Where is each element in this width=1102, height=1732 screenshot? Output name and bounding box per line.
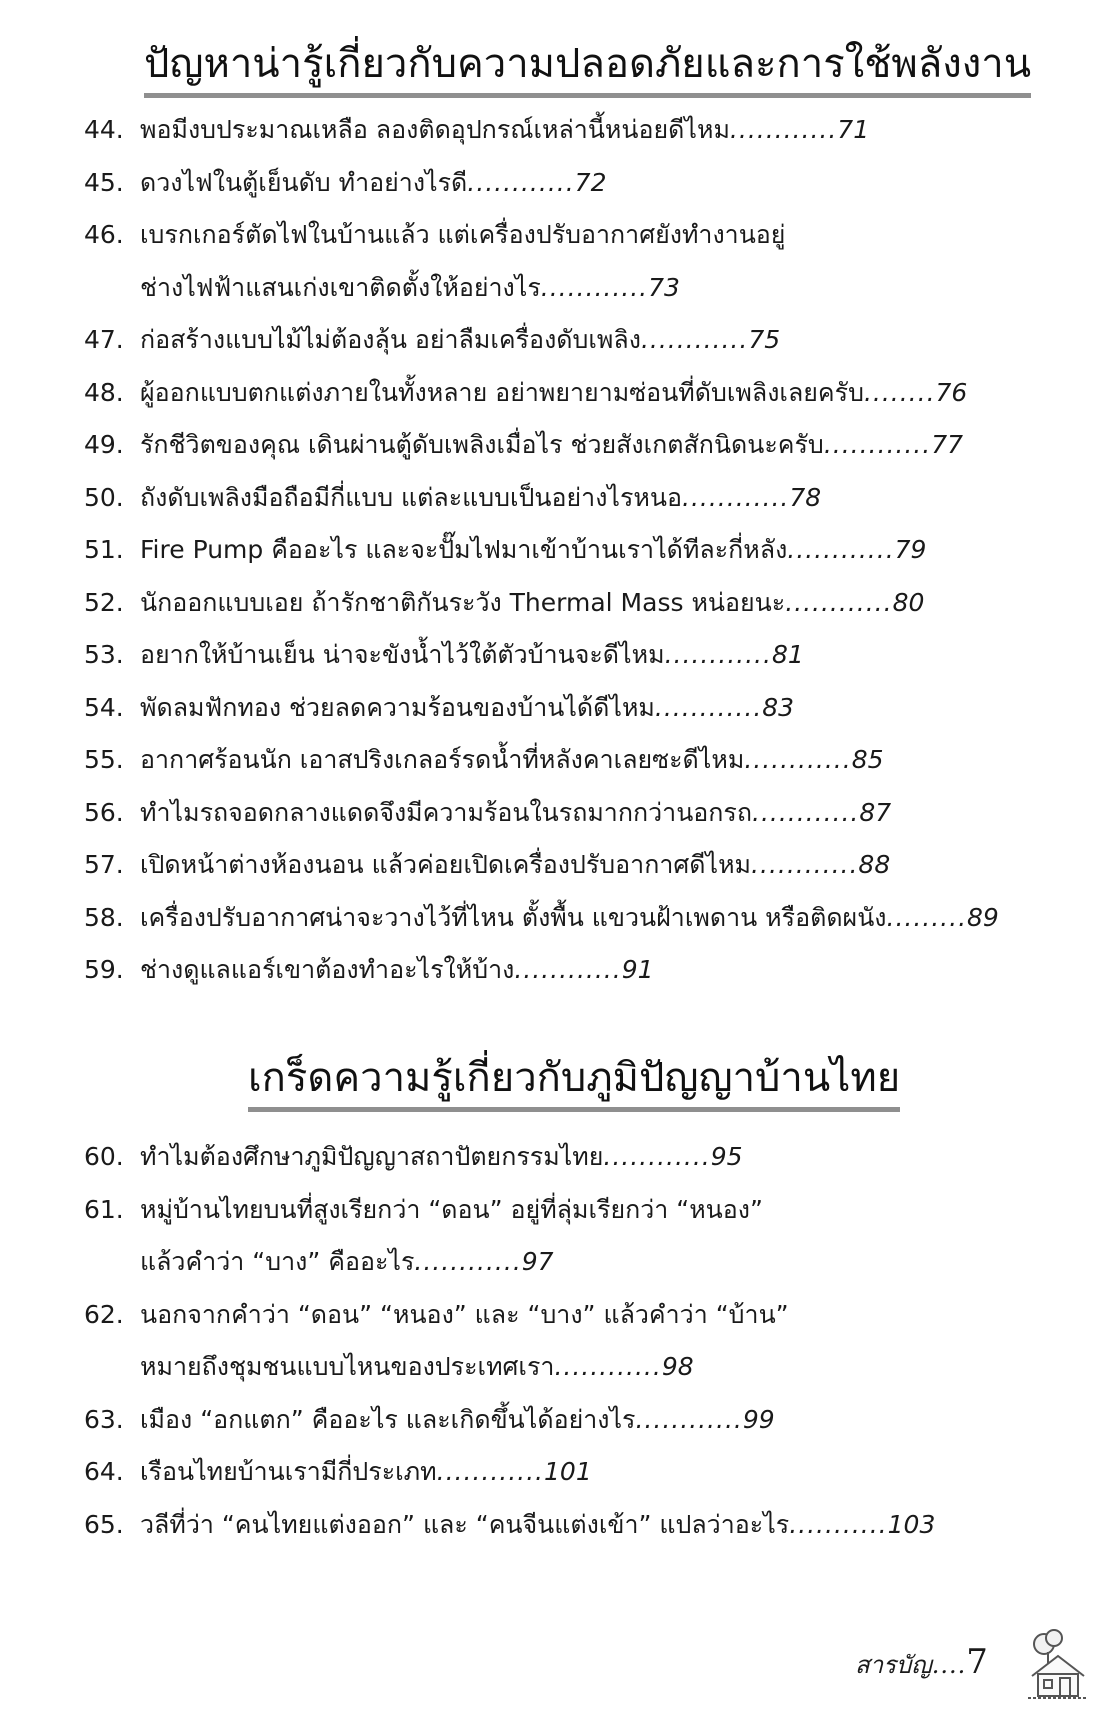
entry-leader-dots: ............ [751,850,859,879]
entry-page-number: 99 [742,1404,775,1434]
toc-entry [84,787,1084,840]
entry-title: เรือนไทยบ้านเรามีกี่ประเภท [140,1457,437,1486]
entry-page-number: 81 [771,640,804,669]
entry-body [140,734,1084,787]
toc-entry [84,1184,1084,1289]
entry-number: 65. [84,1509,124,1539]
entry-body [140,682,1084,735]
toc-entry [84,209,1084,314]
entry-line-2 [140,1236,1084,1289]
entry-page-number: 72 [574,167,607,197]
toc-entry [84,314,1084,367]
entry-body [140,157,1084,210]
toc-list-section-1 [84,104,1084,997]
toc-entry [84,839,1084,892]
entry-title: ดวงไฟในตู้เย็นดับ ทำอย่างไรดี [140,167,468,197]
entry-number: 49. [84,430,124,459]
entry-leader-dots: ............ [744,745,852,774]
entry-leader-dots: ............ [540,272,649,302]
entry-page-number: 101 [544,1457,592,1486]
entry-page-number: 97 [521,1247,554,1276]
entry-title: ก่อสร้างแบบไม้ไม่ต้องลุ้น อย่าลืมเครื่องดับเพลิง [140,325,641,354]
entry-title: พอมีงบประมาณเหลือ ลองติดอุปกรณ์เหล่านี้หน่อยดีไหม [140,115,730,144]
entry-body [140,1289,1084,1394]
entry-body [140,839,1084,892]
entry-leader-dots: ............ [729,115,838,144]
entry-number: 46. [84,220,124,249]
entry-number: 52. [84,587,124,617]
entry-number: 61. [84,1194,124,1224]
entry-body [140,1131,1084,1184]
entry-page-number: 98 [661,1352,694,1381]
section-title-text: เกร็ดความรู้เกี่ยวกับภูมิปัญญาบ้านไทย [248,1055,901,1101]
entry-title: อากาศร้อนนัก เอาสปริงเกลอร์รดน้ำที่หลังคาเลยซะดีไหม [140,745,745,774]
entry-leader-dots: ............ [664,640,772,669]
entry-number: 57. [84,850,124,879]
entry-body [140,209,1084,314]
entry-number: 62. [84,1299,124,1329]
entry-leader-dots: ............ [635,1404,743,1434]
footer-dots: .... [931,1651,967,1679]
section-title-text: ปัญหาน่ารู้เกี่ยวกับความปลอดภัยและการใช้พลังงาน [144,41,1032,87]
entry-number: 58. [84,902,124,932]
toc-entry [84,892,1084,945]
entry-title: เบรกเกอร์ตัดไฟในบ้านแล้ว แต่เครื่องปรับอากาศยังทำงานอยู่ [140,220,786,249]
entry-leader-dots: ............ [514,955,622,984]
entry-title: ถังดับเพลิงมือถือมีกี่แบบ แต่ละแบบเป็นอย่างไรหนอ [140,482,683,512]
entry-leader-dots: ............ [436,1457,545,1486]
entry-number: 50. [84,482,124,512]
entry-title-continued: แล้วคำว่า “บาง” คืออะไร [140,1247,415,1276]
entry-leader-dots: ............ [603,1142,711,1171]
entry-title: ทำไมต้องศึกษาภูมิปัญญาสถาปัตยกรรมไทย [140,1142,604,1171]
entry-title-continued: ช่างไฟฟ้าแสนเก่งเขาติดตั้งให้อย่างไร [140,272,541,302]
entry-leader-dots: ............ [823,430,932,459]
entry-page-number: 103 [887,1509,936,1539]
entry-leader-dots: ........ [863,377,936,407]
entry-page-number: 80 [892,587,925,617]
entry-number: 44. [84,115,124,144]
entry-body [140,944,1084,997]
entry-leader-dots: ............ [752,797,860,827]
entry-number: 48. [84,377,124,407]
entry-number: 45. [84,167,124,197]
entry-line-2 [140,1341,1084,1394]
entry-page-number: 79 [894,535,927,564]
entry-number: 47. [84,325,124,354]
entry-title: รักชีวิตของคุณ เดินผ่านตู้ดับเพลิงเมื่อไร ช่วยสังเกตสักนิดนะครับ [140,430,824,459]
entry-number: 64. [84,1457,124,1486]
toc-entry [84,577,1084,630]
entry-number: 60. [84,1142,124,1171]
toc-entry [84,629,1084,682]
entry-title: นอกจากคำว่า “ดอน” “หนอง” และ “บาง” แล้วคำว่า “บ้าน” [140,1299,789,1329]
toc-entry [84,472,1084,525]
entry-body [140,629,1084,682]
footer-label: สารบัญ [855,1651,932,1679]
entry-title: Fire Pump คืออะไร และจะปั๊มไฟมาเข้าบ้านเราได้ทีละกี่หลัง [140,535,788,564]
entry-body [140,892,1084,945]
entry-body [140,787,1084,840]
entry-body [140,1499,1084,1552]
entry-leader-dots: ........... [789,1509,888,1539]
entry-body [140,577,1084,630]
entry-title: เครื่องปรับอากาศน่าจะวางไว้ที่ไหน ตั้งพื้น แขวนฝ้าเพดาน หรือติดผนัง [140,902,887,932]
entry-page-number: 85 [851,745,884,774]
entry-page-number: 76 [935,377,968,407]
entry-body [140,367,1084,420]
section-title-thai-wisdom [248,1055,901,1101]
entry-body [140,1394,1084,1447]
toc-entry [84,1446,1084,1499]
entry-title: นักออกแบบเอย ถ้ารักชาติกันระวัง Thermal Mass หน่อยนะ [140,587,786,617]
entry-title: เปิดหน้าต่างห้องนอน แล้วค่อยเปิดเครื่องปรับอากาศดีไหม [140,850,752,879]
entry-title: เมือง “อกแตก” คืออะไร และเกิดขึ้นได้อย่างไร [140,1404,636,1434]
entry-number: 56. [84,797,124,827]
entry-title: พัดลมฟักทอง ช่วยลดความร้อนของบ้านได้ดีไหม [140,692,655,722]
entry-number: 63. [84,1404,124,1434]
title-underline [144,93,1031,98]
toc-entry [84,524,1084,577]
toc-entry [84,1394,1084,1447]
toc-entry [84,1499,1084,1552]
entry-page-number: 87 [859,797,892,827]
entry-number: 51. [84,535,124,564]
entry-body [140,419,1084,472]
entry-leader-dots: ......... [886,902,968,932]
entry-leader-dots: ............ [787,535,895,564]
entry-body [140,104,1084,157]
entry-number: 54. [84,692,124,722]
entry-body [140,1446,1084,1499]
entry-title: หมู่บ้านไทยบนที่สูงเรียกว่า “ดอน” อยู่ที่ลุ่มเรียกว่า “หนอง” [140,1194,763,1224]
toc-list-section-2 [84,1131,1084,1551]
entry-leader-dots: ............ [654,692,763,722]
entry-title: ช่างดูแลแอร์เขาต้องทำอะไรให้บ้าง [140,955,515,984]
entry-page-number: 91 [621,955,654,984]
entry-leader-dots: ............ [467,167,575,197]
page-footer [855,1642,988,1684]
page-number: 7 [966,1642,988,1682]
title-underline [248,1107,900,1112]
entry-body [140,472,1084,525]
entry-leader-dots: ............ [554,1352,662,1381]
entry-page-number: 77 [931,430,963,459]
toc-entry [84,734,1084,787]
toc-entry [84,944,1084,997]
entry-title: ผู้ออกแบบตกแต่งภายในทั้งหลาย อย่าพยายามซ่อนที่ดับเพลิงเลยครับ [140,377,864,407]
entry-title: อยากให้บ้านเย็น น่าจะขังน้ำไว้ใต้ตัวบ้านจะดีไหม [140,640,665,669]
entry-body [140,314,1084,367]
entry-page-number: 95 [710,1142,743,1171]
entry-page-number: 88 [858,850,891,879]
toc-entry [84,1289,1084,1394]
house-tree-icon [1022,1628,1092,1702]
entry-body [140,1184,1084,1289]
toc-entry [84,419,1084,472]
toc-entry [84,104,1084,157]
entry-line-1 [140,209,1084,262]
entry-page-number: 73 [648,272,680,302]
entry-line-1 [140,1184,1084,1237]
entry-page-number: 71 [837,115,870,144]
entry-leader-dots: ............ [640,325,749,354]
entry-title: ทำไมรถจอดกลางแดดจึงมีความร้อนในรถมากกว่านอกรถ [140,797,752,827]
entry-number: 59. [84,955,124,984]
entry-page-number: 89 [967,902,999,932]
entry-title: วลีที่ว่า “คนไทยแต่งออก” และ “คนจีนแต่งเข้า” แปลว่าอะไร [140,1509,790,1539]
entry-leader-dots: ............ [414,1247,522,1276]
entry-body [140,524,1084,577]
entry-line-2 [140,262,1084,315]
toc-entry [84,682,1084,735]
entry-number: 53. [84,640,124,669]
entry-page-number: 83 [762,692,795,722]
entry-page-number: 75 [748,325,781,354]
toc-entry [84,367,1084,420]
section-title-energy-safety [144,41,1032,87]
toc-entry [84,1131,1084,1184]
entry-page-number: 78 [789,482,822,512]
entry-leader-dots: ............ [682,482,790,512]
entry-number: 55. [84,745,124,774]
entry-line-1 [140,1289,1084,1342]
entry-leader-dots: ............ [785,587,893,617]
entry-title-continued: หมายถึงชุมชนแบบไหนของประเทศเรา [140,1352,555,1381]
toc-entry [84,157,1084,210]
